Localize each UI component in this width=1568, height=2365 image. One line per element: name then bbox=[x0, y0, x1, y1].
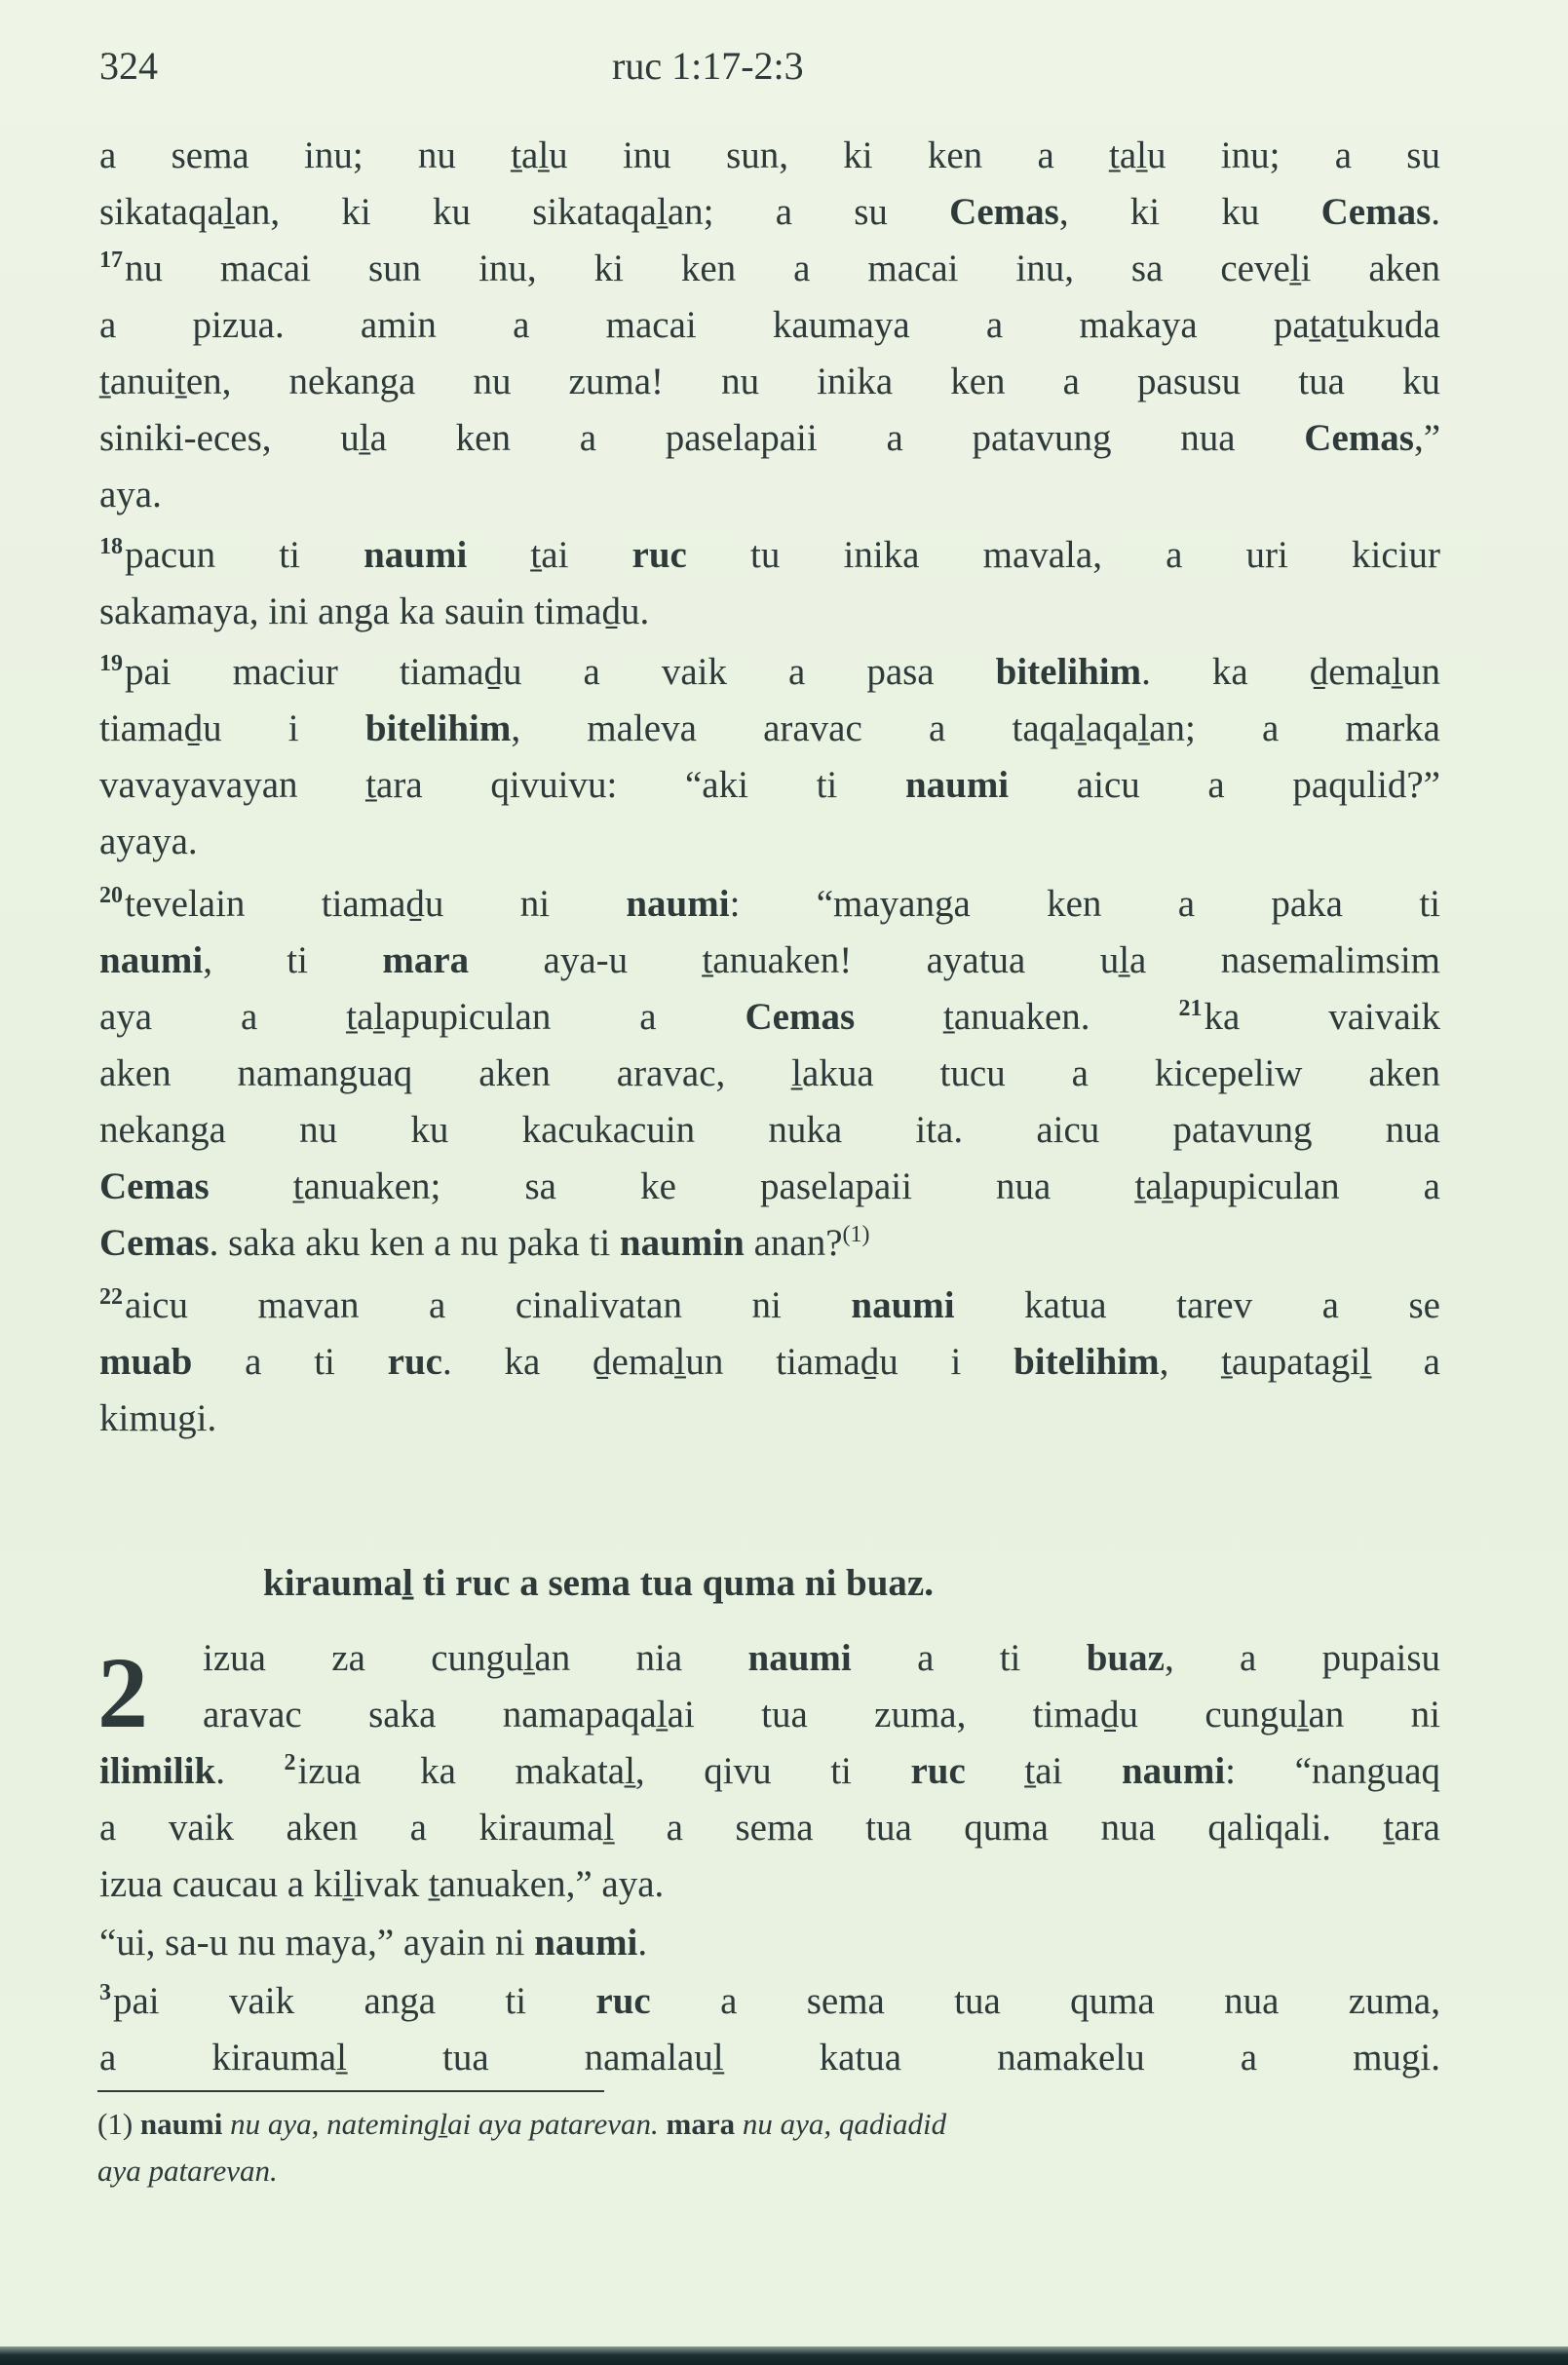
bold-word: ruc bbox=[631, 534, 687, 576]
verse-number: 17 bbox=[99, 248, 123, 273]
text-line: aya. bbox=[99, 474, 162, 515]
bold-word: naumi bbox=[626, 883, 730, 925]
text-line: muab a ti ruc. ka d̠emal̠un tiamad̠u i bitelihim, t̠aupatagil̠ a bbox=[99, 1341, 1440, 1383]
verse-number: 22 bbox=[99, 1284, 123, 1310]
running-head: ruc 1:17-2:3 bbox=[612, 44, 804, 88]
bold-word: Cemas bbox=[949, 191, 1059, 233]
text-line: aken namanguaq aken aravac, l̠akua tucu a kicepeliw aken bbox=[99, 1052, 1440, 1094]
verse-number: 21 bbox=[1178, 996, 1203, 1021]
text-line: naumi, ti mara aya-u t̠anuaken! ayatua ul̠a nasemalimsim bbox=[99, 939, 1440, 981]
verse-number: 19 bbox=[99, 651, 123, 676]
bold-word: naumi bbox=[747, 1637, 852, 1679]
text-line: izua za cungul̠an nia naumi a ti buaz, a pupaisu bbox=[203, 1637, 1440, 1679]
bold-word: naumi bbox=[534, 1922, 638, 1964]
section-heading: kiraumal̠ ti ruc a sema tua quma ni buaz. bbox=[263, 1562, 934, 1604]
text-line: “ui, sa-u nu maya,” ayain ni naumi. bbox=[99, 1922, 648, 1964]
page-number: 324 bbox=[99, 44, 158, 88]
text-line: $^{19}$pai maciur tiamad̠u a vaik a pasa bitelihim. ka d̠emal̠un bbox=[99, 651, 1440, 693]
verse-number: 18 bbox=[99, 534, 123, 559]
text-line: Cemas. saka aku ken a nu paka ti naumin anan?$^{(1)}$ bbox=[99, 1222, 870, 1264]
text-line: aya a t̠al̠apupiculan a Cemas t̠anuaken. $^{21}$ka vaivaik bbox=[99, 996, 1441, 1038]
bold-word: bitelihim bbox=[995, 651, 1142, 693]
bold-word: bitelihim bbox=[1013, 1341, 1160, 1383]
text-line: $^{17}$nu macai sun inu, ki ken a macai inu, sa cevel̠i aken bbox=[99, 248, 1440, 289]
text-line: ilimilik. $^2$izua ka makatal̠, qivu ti ruc t̠ai naumi: “nanguaq bbox=[99, 1750, 1441, 1792]
bold-word: ilimilik bbox=[99, 1750, 216, 1792]
footnote-divider bbox=[97, 2090, 604, 2092]
bold-word: Cemas bbox=[1304, 417, 1414, 459]
bold-word: Cemas bbox=[1320, 191, 1432, 233]
verse-number: 20 bbox=[99, 883, 123, 908]
text-line: siniki-eces, ul̠a ken a paselapaii a patavung nua Cemas,” bbox=[99, 417, 1440, 459]
bold-word: mara bbox=[382, 939, 470, 981]
bold-word: buaz bbox=[1086, 1637, 1165, 1679]
bold-word: naumi bbox=[851, 1284, 955, 1326]
text-line: $^{22}$aicu mavan a cinalivatan ni naumi katua tarev a se bbox=[99, 1284, 1440, 1326]
bold-word: naumi bbox=[139, 2107, 223, 2141]
bold-word: muab bbox=[99, 1341, 193, 1383]
chapter-number: 2 bbox=[97, 1637, 148, 1749]
bold-word: ruc bbox=[595, 1980, 651, 2022]
bold-word: Cemas bbox=[99, 1222, 210, 1264]
text-line: sakamaya, ini anga ka sauin timad̠u. bbox=[99, 591, 650, 632]
bold-word: naumi bbox=[363, 534, 468, 576]
bold-word: naumi bbox=[904, 764, 1010, 806]
footnote-line: (1) naumi nu aya, natemingl̠ai aya patarevan. mara nu aya, qadiadid bbox=[97, 2107, 947, 2141]
text-line: ayaya. bbox=[99, 820, 198, 862]
text-line: izua caucau a kil̠ivak t̠anuaken,” aya. bbox=[99, 1863, 665, 1905]
verse-number: 3 bbox=[99, 1980, 111, 2005]
text-line: Cemas t̠anuaken; sa ke paselapaii nua t̠al̠apupiculan a bbox=[99, 1165, 1440, 1207]
text-line: $^{18}$pacun ti naumi t̠ai ruc tu inika mavala, a uri kiciur bbox=[99, 534, 1440, 576]
bold-word: Cemas bbox=[745, 996, 856, 1038]
text-line: sikataqal̠an, ki ku sikataqal̠an; a su Cemas, ki ku Cemas. bbox=[99, 191, 1440, 233]
footnote-marker: (1) bbox=[97, 2107, 134, 2141]
bold-word: bitelihim bbox=[364, 707, 512, 749]
verse-number: 2 bbox=[284, 1750, 296, 1775]
bold-word: ruc bbox=[387, 1341, 442, 1383]
footnote-reference[interactable]: (1) bbox=[842, 1222, 870, 1247]
bold-word: Cemas bbox=[99, 1165, 210, 1207]
text-line: $^{20}$tevelain tiamad̠u ni naumi: “mayanga ken a paka ti bbox=[99, 883, 1440, 925]
text-line: a vaik aken a kiraumal̠ a sema tua quma nua qaliqali. t̠ara bbox=[99, 1807, 1440, 1849]
bold-word: naumi bbox=[99, 939, 204, 981]
text-line: a kiraumal̠ tua namalaul̠ katua namakelu a mugi. bbox=[99, 2037, 1440, 2079]
bold-word: mara bbox=[666, 2107, 736, 2141]
text-line: a sema inu; nu t̠al̠u inu sun, ki ken a t̠al̠u inu; a su bbox=[99, 134, 1440, 176]
bold-word: ruc bbox=[910, 1750, 966, 1792]
text-line: aravac saka namapaqal̠ai tua zuma, timad̠u cungul̠an ni bbox=[203, 1694, 1440, 1736]
text-line: kimugi. bbox=[99, 1397, 217, 1439]
text-line: t̠anuit̠en, nekanga nu zuma! nu inika ken a pasusu tua ku bbox=[99, 361, 1440, 402]
bold-word: naumin bbox=[619, 1222, 745, 1264]
bold-word: naumi bbox=[1121, 1750, 1226, 1792]
text-line: vavayavayan t̠ara qivuivu: “aki ti naumi aicu a paqulid?” bbox=[99, 764, 1440, 806]
text-line: tiamad̠u i bitelihim, maleva aravac a taqal̠aqal̠an; a marka bbox=[99, 707, 1440, 749]
footnote-line: aya patarevan. bbox=[97, 2154, 278, 2188]
text-line: a pizua. amin a macai kaumaya a makaya pat̠at̠ukuda bbox=[99, 304, 1440, 346]
text-line: nekanga nu ku kacukacuin nuka ita. aicu patavung nua bbox=[99, 1109, 1440, 1151]
text-line: $^3$pai vaik anga ti ruc a sema tua quma nua zuma, bbox=[99, 1980, 1440, 2022]
page-bottom-edge bbox=[0, 2346, 1568, 2365]
